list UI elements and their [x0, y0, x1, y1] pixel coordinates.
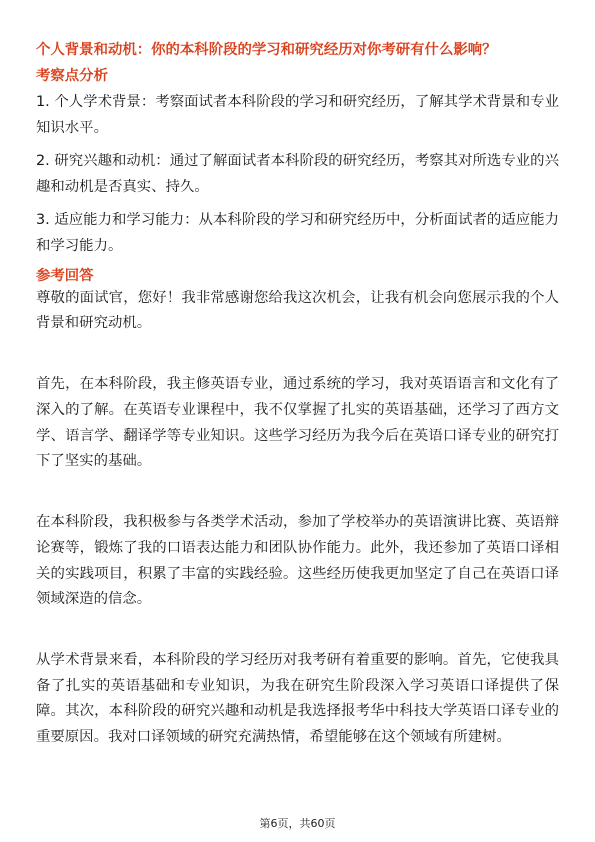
page-number: 第6页，共60页: [259, 817, 336, 830]
analysis-item: 3. 适应能力和学习能力：从本科阶段的学习和研究经历中，分析面试者的适应能力和学习能力。: [36, 212, 559, 254]
analysis-heading: 考察点分析: [36, 68, 108, 84]
analysis-item: 1. 个人学术背景：考察面试者本科阶段的学习和研究经历，了解其学术背景和专业知识水平。: [36, 94, 559, 136]
question-title: 个人背景和动机：你的本科阶段的学习和研究经历对你考研有什么影响？: [36, 42, 497, 58]
answer-section: [36, 266, 559, 751]
answer-paragraph: 尊敬的面试官，您好！我非常感谢您给我这次机会，让我有机会向您展示我的个人背景和研究动机。: [36, 289, 559, 332]
answer-paragraph: 首先，在本科阶段，我主修英语专业，通过系统的学习，我对英语语言和文化有了深入的了解。在英语专业课程中，我不仅掌握了扎实的英语基础，还学习了西方文学、语言学、翻译学等专业知识。这些学习经历为我今后在英语口译专业的研究打下了坚实的基础。: [36, 376, 559, 470]
analysis-item: 2. 研究兴趣和动机：通过了解面试者本科阶段的研究经历，考察其对所选专业的兴趣和动机是否真实、持久。: [36, 153, 559, 195]
answer-paragraph: 在本科阶段，我积极参与各类学术活动，参加了学校举办的英语演讲比赛、英语辩论赛等，锻炼了我的口语表达能力和团队协作能力。此外，我还参加了英语口译相关的实践项目，积累了丰富的实践经验。这些经历使我更加坚定了自己在英语口译领域深造的信念。: [36, 514, 559, 608]
answer-heading: 参考回答: [36, 267, 94, 284]
analysis-section: [36, 66, 559, 260]
page-content: [36, 40, 559, 751]
answer-paragraph: 从学术背景来看，本科阶段的学习经历对我考研有着重要的影响。首先，它使我具备了扎实的英语基础和专业知识，为我在研究生阶段深入学习英语口译提供了保障。其次，本科阶段的研究兴趣和动机是我选择报考华中科技大学英语口译专业的重要原因。我对口译领域的研究充满热情，希望能够在这个领域有所建树。: [36, 652, 559, 746]
